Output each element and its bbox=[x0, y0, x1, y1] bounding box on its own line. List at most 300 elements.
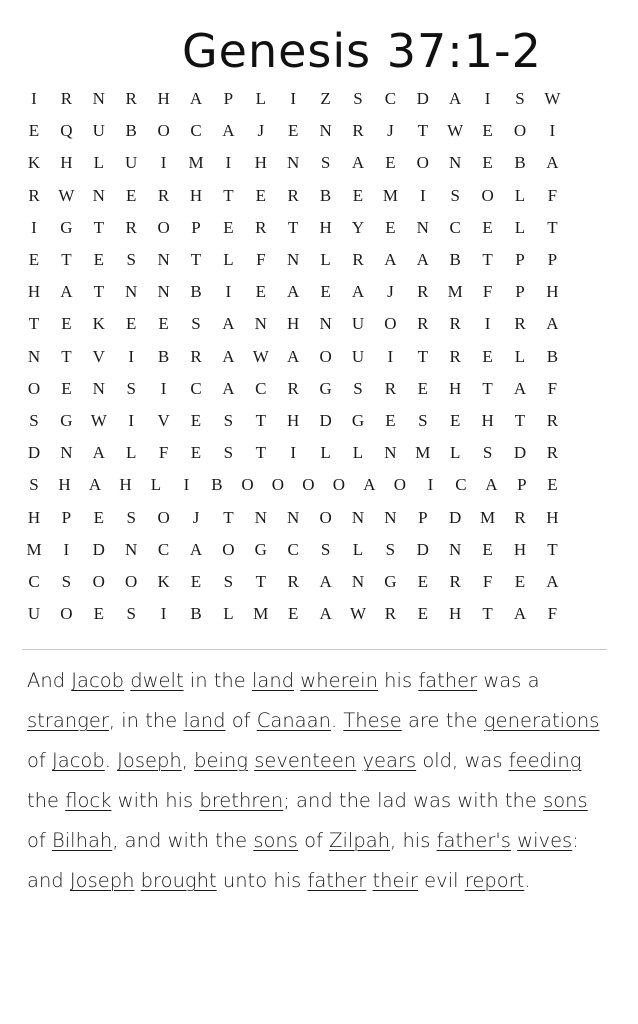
grid-letter[interactable]: T bbox=[417, 121, 428, 141]
grid-letter[interactable]: C bbox=[190, 121, 202, 141]
grid-letter[interactable]: T bbox=[482, 604, 493, 624]
grid-letter[interactable]: F bbox=[547, 604, 558, 624]
grid-letter[interactable]: T bbox=[287, 217, 299, 237]
grid-letter[interactable]: L bbox=[352, 539, 364, 559]
grid-letter[interactable]: H bbox=[481, 411, 494, 430]
grid-letter[interactable]: S bbox=[482, 443, 493, 463]
grid-letter[interactable]: Q bbox=[60, 121, 73, 141]
grid-letter[interactable]: U bbox=[125, 153, 138, 173]
grid-letter[interactable]: E bbox=[255, 185, 266, 205]
grid-letter[interactable]: I bbox=[128, 346, 135, 366]
grid-letter[interactable]: A bbox=[546, 153, 559, 173]
grid-letter[interactable]: D bbox=[416, 539, 429, 559]
grid-letter[interactable]: I bbox=[31, 217, 37, 237]
grid-letter[interactable]: A bbox=[363, 475, 376, 495]
grid-letter[interactable]: B bbox=[546, 346, 559, 366]
grid-letter[interactable]: R bbox=[546, 443, 559, 463]
grid-letter[interactable]: P bbox=[517, 475, 527, 495]
grid-letter[interactable]: C bbox=[455, 475, 467, 495]
grid-letter[interactable]: I bbox=[290, 443, 297, 463]
grid-letter[interactable]: N bbox=[416, 217, 429, 237]
grid-letter[interactable]: R bbox=[449, 314, 461, 334]
grid-letter[interactable]: S bbox=[29, 411, 39, 430]
grid-letter[interactable]: R bbox=[125, 89, 137, 108]
grid-letter[interactable]: O bbox=[319, 507, 332, 527]
grid-letter[interactable]: O bbox=[92, 572, 105, 591]
grid-letter[interactable]: D bbox=[92, 539, 105, 559]
grid-letter[interactable]: S bbox=[515, 89, 525, 108]
grid-letter[interactable]: O bbox=[393, 475, 407, 495]
grid-letter[interactable]: O bbox=[157, 507, 170, 527]
grid-letter[interactable]: H bbox=[60, 153, 73, 173]
grid-letter[interactable]: L bbox=[150, 475, 162, 495]
grid-letter[interactable]: N bbox=[351, 572, 365, 591]
grid-letter[interactable]: S bbox=[353, 89, 363, 108]
grid-letter[interactable]: T bbox=[482, 378, 493, 398]
grid-letter[interactable]: A bbox=[351, 153, 365, 173]
grid-letter[interactable]: A bbox=[189, 539, 203, 559]
grid-letter[interactable]: E bbox=[482, 121, 493, 141]
grid-letter[interactable]: S bbox=[126, 378, 136, 398]
grid-letter[interactable]: S bbox=[29, 475, 39, 495]
grid-letter[interactable]: P bbox=[515, 282, 525, 302]
grid-letter[interactable]: K bbox=[27, 153, 41, 173]
grid-letter[interactable]: N bbox=[287, 507, 300, 527]
grid-letter[interactable]: R bbox=[287, 378, 299, 398]
grid-letter[interactable]: M bbox=[188, 153, 204, 173]
grid-letter[interactable]: D bbox=[449, 507, 462, 527]
grid-letter[interactable]: T bbox=[514, 411, 526, 430]
grid-letter[interactable]: E bbox=[320, 282, 331, 302]
grid-letter[interactable]: T bbox=[61, 250, 72, 269]
grid-letter[interactable]: T bbox=[93, 282, 104, 302]
grid-letter[interactable]: W bbox=[447, 121, 464, 141]
grid-letter[interactable]: R bbox=[417, 314, 429, 334]
grid-letter[interactable]: M bbox=[26, 539, 42, 559]
grid-letter[interactable]: O bbox=[416, 153, 429, 173]
grid-letter[interactable]: O bbox=[384, 314, 397, 334]
grid-letter[interactable]: S bbox=[223, 411, 234, 430]
grid-letter[interactable]: Z bbox=[320, 89, 331, 108]
grid-letter[interactable]: A bbox=[88, 475, 102, 495]
grid-letter[interactable]: N bbox=[27, 346, 41, 366]
grid-letter[interactable]: N bbox=[319, 314, 332, 334]
grid-letter[interactable]: W bbox=[349, 604, 367, 624]
grid-letter[interactable]: F bbox=[547, 378, 558, 398]
grid-letter[interactable]: S bbox=[223, 443, 234, 463]
grid-letter[interactable]: H bbox=[449, 378, 462, 398]
grid-letter[interactable]: D bbox=[416, 89, 429, 108]
grid-letter[interactable]: O bbox=[241, 475, 254, 495]
grid-letter[interactable]: R bbox=[417, 282, 429, 302]
grid-letter[interactable]: G bbox=[254, 539, 267, 559]
grid-letter[interactable]: C bbox=[190, 378, 202, 398]
grid-letter[interactable]: S bbox=[385, 539, 396, 559]
grid-letter[interactable]: A bbox=[513, 604, 527, 624]
grid-letter[interactable]: C bbox=[384, 89, 397, 108]
grid-letter[interactable]: O bbox=[332, 475, 346, 495]
grid-letter[interactable]: E bbox=[385, 411, 396, 430]
grid-letter[interactable]: H bbox=[546, 507, 559, 527]
grid-letter[interactable]: E bbox=[125, 185, 137, 205]
grid-letter[interactable]: I bbox=[290, 89, 297, 108]
grid-letter[interactable]: T bbox=[223, 507, 234, 527]
grid-letter[interactable]: N bbox=[254, 507, 267, 527]
grid-letter[interactable]: S bbox=[418, 411, 428, 430]
grid-letter[interactable]: P bbox=[547, 250, 558, 269]
grid-letter[interactable]: E bbox=[417, 604, 428, 624]
grid-letter[interactable]: O bbox=[302, 475, 315, 495]
grid-letter[interactable]: E bbox=[190, 443, 202, 463]
grid-letter[interactable]: H bbox=[27, 507, 41, 527]
grid-letter[interactable]: O bbox=[319, 346, 332, 366]
grid-letter[interactable]: P bbox=[515, 250, 525, 269]
grid-letter[interactable]: R bbox=[514, 507, 526, 527]
grid-letter[interactable]: H bbox=[546, 282, 559, 302]
grid-letter[interactable]: I bbox=[160, 153, 167, 173]
grid-letter[interactable]: S bbox=[320, 539, 331, 559]
grid-letter[interactable]: N bbox=[92, 89, 105, 108]
grid-letter[interactable]: E bbox=[417, 572, 428, 591]
grid-letter[interactable]: E bbox=[352, 185, 364, 205]
grid-letter[interactable]: H bbox=[319, 217, 332, 237]
grid-letter[interactable]: H bbox=[27, 282, 41, 302]
grid-letter[interactable]: S bbox=[320, 153, 331, 173]
grid-letter[interactable]: T bbox=[417, 346, 428, 366]
hidden-word: wherein bbox=[300, 669, 378, 692]
grid-letter[interactable]: A bbox=[546, 314, 559, 334]
grid-letter[interactable]: N bbox=[287, 250, 300, 269]
grid-letter[interactable]: I bbox=[484, 89, 491, 108]
grid-letter[interactable]: E bbox=[190, 572, 202, 591]
grid-letter[interactable]: S bbox=[126, 604, 136, 624]
grid-letter[interactable]: A bbox=[351, 282, 365, 302]
grid-letter[interactable]: L bbox=[255, 89, 266, 108]
grid-letter[interactable]: B bbox=[211, 475, 223, 495]
grid-letter[interactable]: P bbox=[191, 217, 201, 237]
grid-letter[interactable]: C bbox=[287, 539, 299, 559]
grid-letter[interactable]: E bbox=[449, 411, 461, 430]
grid-letter[interactable]: G bbox=[351, 411, 365, 430]
grid-letter[interactable]: I bbox=[31, 89, 37, 108]
grid-letter[interactable]: I bbox=[387, 346, 394, 366]
grid-letter[interactable]: A bbox=[546, 572, 559, 591]
grid-letter[interactable]: J bbox=[387, 121, 394, 141]
grid-letter[interactable]: R bbox=[28, 185, 40, 205]
grid-letter[interactable]: R bbox=[352, 250, 364, 269]
grid-letter[interactable]: K bbox=[92, 314, 105, 334]
grid-letter[interactable]: R bbox=[157, 185, 170, 205]
grid-letter[interactable]: B bbox=[125, 121, 137, 141]
grid-letter[interactable]: N bbox=[92, 185, 105, 205]
grid-letter[interactable]: T bbox=[547, 539, 558, 559]
letter-grid[interactable] bbox=[0, 84, 638, 632]
grid-letter[interactable]: S bbox=[126, 250, 136, 269]
grid-letter[interactable]: O bbox=[125, 572, 138, 591]
grid-letter[interactable]: S bbox=[61, 572, 72, 591]
grid-letter[interactable]: L bbox=[514, 185, 526, 205]
hidden-word: flock bbox=[65, 789, 112, 812]
grid-letter[interactable]: E bbox=[482, 539, 493, 559]
grid-letter[interactable]: R bbox=[449, 346, 461, 366]
grid-letter[interactable]: W bbox=[252, 346, 269, 366]
grid-letter[interactable]: E bbox=[482, 217, 493, 237]
grid-letter[interactable]: B bbox=[514, 153, 526, 173]
grid-letter[interactable]: E bbox=[158, 314, 169, 334]
grid-letter[interactable]: T bbox=[223, 185, 234, 205]
scripture-passage bbox=[27, 661, 612, 901]
grid-letter[interactable]: E bbox=[482, 346, 493, 366]
grid-letter[interactable]: H bbox=[287, 314, 300, 334]
grid-letter[interactable]: I bbox=[183, 475, 190, 495]
grid-letter[interactable]: J bbox=[257, 121, 265, 141]
grid-letter[interactable]: E bbox=[93, 507, 104, 527]
grid-letter[interactable]: R bbox=[514, 314, 526, 334]
grid-letter[interactable]: H bbox=[58, 475, 71, 495]
grid-letter[interactable]: Y bbox=[351, 217, 365, 237]
grid-letter[interactable]: M bbox=[480, 507, 496, 527]
grid-letter[interactable]: L bbox=[125, 443, 137, 463]
hidden-word: being bbox=[194, 749, 248, 772]
grid-letter[interactable]: I bbox=[225, 282, 232, 302]
grid-letter[interactable]: T bbox=[255, 572, 266, 591]
grid-letter[interactable]: L bbox=[514, 217, 526, 237]
grid-letter[interactable]: W bbox=[90, 411, 107, 430]
grid-letter[interactable]: N bbox=[351, 507, 365, 527]
grid-letter[interactable]: P bbox=[418, 507, 428, 527]
grid-letter[interactable]: M bbox=[415, 443, 431, 463]
grid-letter[interactable]: E bbox=[514, 572, 526, 591]
grid-letter[interactable]: M bbox=[382, 185, 398, 205]
grid-letter[interactable]: T bbox=[61, 346, 72, 366]
grid-letter[interactable]: A bbox=[384, 250, 397, 269]
grid-letter[interactable]: A bbox=[222, 346, 235, 366]
grid-letter[interactable]: F bbox=[158, 443, 169, 463]
grid-letter[interactable]: E bbox=[61, 378, 72, 398]
grid-letter[interactable]: L bbox=[93, 153, 104, 173]
grid-letter[interactable]: T bbox=[255, 411, 266, 430]
grid-letter[interactable]: T bbox=[93, 217, 104, 237]
grid-letter[interactable]: G bbox=[60, 411, 73, 430]
grid-letter[interactable]: N bbox=[384, 507, 397, 527]
grid-letter[interactable]: H bbox=[513, 539, 527, 559]
grid-letter[interactable]: N bbox=[125, 539, 138, 559]
grid-letter[interactable]: E bbox=[223, 217, 234, 237]
grid-letter[interactable]: S bbox=[126, 507, 136, 527]
grid-letter[interactable]: G bbox=[319, 378, 332, 398]
grid-letter[interactable]: H bbox=[449, 604, 462, 624]
grid-letter[interactable]: M bbox=[253, 604, 269, 624]
grid-letter[interactable]: E bbox=[385, 153, 396, 173]
grid-letter[interactable]: K bbox=[157, 572, 170, 591]
grid-letter[interactable]: N bbox=[92, 378, 105, 398]
grid-letter[interactable]: R bbox=[352, 121, 364, 141]
hidden-word: Canaan bbox=[256, 709, 331, 732]
grid-letter[interactable]: N bbox=[384, 443, 397, 463]
grid-letter[interactable]: A bbox=[287, 282, 300, 302]
grid-letter[interactable]: H bbox=[119, 475, 132, 495]
grid-letter[interactable]: E bbox=[287, 121, 299, 141]
grid-letter[interactable]: W bbox=[58, 185, 75, 205]
grid-letter[interactable]: L bbox=[514, 346, 526, 366]
grid-letter[interactable]: A bbox=[92, 443, 105, 463]
grid-letter[interactable]: D bbox=[319, 411, 332, 430]
grid-letter[interactable]: O bbox=[513, 121, 527, 141]
grid-letter[interactable]: E bbox=[28, 250, 40, 269]
grid-letter[interactable]: U bbox=[351, 314, 365, 334]
grid-letter[interactable]: R bbox=[60, 89, 73, 108]
passage-text: of bbox=[225, 709, 257, 732]
grid-letter[interactable]: O bbox=[27, 378, 41, 398]
grid-letter[interactable]: I bbox=[427, 475, 434, 495]
grid-letter[interactable]: B bbox=[190, 282, 202, 302]
grid-letter[interactable]: F bbox=[482, 572, 493, 591]
grid-letter[interactable]: N bbox=[60, 443, 73, 463]
grid-letter[interactable]: E bbox=[482, 153, 493, 173]
grid-letter[interactable]: B bbox=[190, 604, 202, 624]
grid-letter[interactable]: C bbox=[28, 572, 40, 591]
grid-letter[interactable]: I bbox=[63, 539, 70, 559]
grid-letter[interactable]: N bbox=[287, 153, 300, 173]
grid-letter[interactable]: E bbox=[417, 378, 428, 398]
grid-letter[interactable]: F bbox=[547, 185, 558, 205]
grid-letter[interactable]: L bbox=[320, 443, 331, 463]
grid-letter[interactable]: R bbox=[287, 185, 299, 205]
grid-letter[interactable]: E bbox=[28, 121, 40, 141]
grid-letter[interactable]: H bbox=[189, 185, 203, 205]
grid-letter[interactable]: D bbox=[513, 443, 527, 463]
grid-letter[interactable]: B bbox=[449, 250, 461, 269]
grid-letter[interactable]: M bbox=[447, 282, 463, 302]
grid-letter[interactable]: U bbox=[92, 121, 105, 141]
grid-letter[interactable]: T bbox=[255, 443, 266, 463]
grid-letter[interactable]: F bbox=[256, 250, 266, 269]
grid-letter[interactable]: E bbox=[61, 314, 72, 334]
grid-letter[interactable]: E bbox=[93, 250, 104, 269]
grid-letter[interactable]: T bbox=[190, 250, 202, 269]
grid-letter[interactable]: R bbox=[255, 217, 267, 237]
grid-letter[interactable]: A bbox=[189, 89, 203, 108]
grid-letter[interactable]: S bbox=[223, 572, 234, 591]
grid-letter[interactable]: R bbox=[287, 572, 299, 591]
grid-letter[interactable]: N bbox=[157, 250, 170, 269]
grid-letter[interactable]: T bbox=[28, 314, 40, 334]
grid-letter[interactable]: L bbox=[449, 443, 461, 463]
grid-letter[interactable]: E bbox=[255, 282, 266, 302]
grid-letter[interactable]: G bbox=[60, 217, 73, 237]
grid-letter[interactable]: A bbox=[319, 604, 332, 624]
grid-letter[interactable]: A bbox=[222, 314, 235, 334]
grid-letter[interactable]: R bbox=[384, 378, 397, 398]
grid-letter[interactable]: L bbox=[352, 443, 364, 463]
grid-letter[interactable]: P bbox=[223, 89, 234, 108]
grid-letter[interactable]: R bbox=[190, 346, 202, 366]
passage-text: the bbox=[27, 789, 66, 812]
grid-letter[interactable]: N bbox=[254, 314, 267, 334]
grid-letter[interactable]: A bbox=[485, 475, 498, 495]
grid-letter[interactable]: S bbox=[450, 185, 460, 205]
grid-letter[interactable]: E bbox=[190, 411, 202, 430]
grid-letter[interactable]: A bbox=[60, 282, 73, 302]
grid-letter[interactable]: A bbox=[416, 250, 429, 269]
grid-letter[interactable]: N bbox=[319, 121, 332, 141]
grid-letter[interactable]: B bbox=[157, 346, 170, 366]
grid-letter[interactable]: D bbox=[27, 443, 41, 463]
grid-letter[interactable]: H bbox=[254, 153, 267, 173]
grid-letter[interactable]: I bbox=[128, 411, 135, 430]
grid-letter[interactable]: R bbox=[125, 217, 137, 237]
grid-letter[interactable]: F bbox=[482, 282, 493, 302]
grid-letter[interactable]: S bbox=[191, 314, 201, 334]
grid-letter[interactable]: S bbox=[353, 378, 363, 398]
grid-letter[interactable]: N bbox=[449, 153, 462, 173]
grid-letter[interactable]: B bbox=[319, 185, 332, 205]
passage-text: in the bbox=[183, 669, 252, 692]
grid-letter[interactable]: N bbox=[125, 282, 138, 302]
grid-letter[interactable]: A bbox=[449, 89, 462, 108]
grid-letter[interactable]: I bbox=[160, 604, 167, 624]
grid-letter[interactable]: I bbox=[484, 314, 491, 334]
grid-letter[interactable]: C bbox=[157, 539, 170, 559]
grid-letter[interactable]: O bbox=[157, 217, 170, 237]
grid-letter[interactable]: E bbox=[93, 604, 104, 624]
grid-letter[interactable]: L bbox=[223, 604, 234, 624]
grid-letter[interactable]: A bbox=[222, 121, 235, 141]
grid-letter[interactable]: A bbox=[319, 572, 332, 591]
grid-letter[interactable]: E bbox=[125, 314, 137, 334]
grid-letter[interactable]: A bbox=[287, 346, 300, 366]
grid-letter[interactable]: T bbox=[482, 250, 493, 269]
grid-letter[interactable]: I bbox=[225, 153, 232, 173]
grid-letter[interactable]: U bbox=[351, 346, 365, 366]
grid-letter[interactable]: R bbox=[384, 604, 397, 624]
grid-letter[interactable]: A bbox=[513, 378, 527, 398]
grid-letter[interactable]: R bbox=[546, 411, 559, 430]
grid-letter[interactable]: E bbox=[287, 604, 299, 624]
grid-letter[interactable]: I bbox=[419, 185, 426, 205]
grid-letter[interactable]: H bbox=[287, 411, 300, 430]
grid-letter[interactable]: J bbox=[192, 507, 200, 527]
hidden-word: wives bbox=[517, 829, 573, 852]
grid-letter[interactable]: O bbox=[222, 539, 235, 559]
grid-letter[interactable]: G bbox=[384, 572, 397, 591]
grid-letter[interactable]: N bbox=[449, 539, 462, 559]
grid-letter[interactable]: O bbox=[271, 475, 285, 495]
grid-letter[interactable]: L bbox=[320, 250, 331, 269]
grid-letter[interactable]: I bbox=[160, 378, 167, 398]
grid-letter[interactable]: P bbox=[61, 507, 72, 527]
grid-letter[interactable]: C bbox=[255, 378, 267, 398]
grid-letter[interactable]: A bbox=[222, 378, 235, 398]
grid-letter[interactable]: W bbox=[544, 89, 561, 108]
grid-letter[interactable]: I bbox=[549, 121, 556, 141]
grid-letter[interactable]: U bbox=[27, 604, 41, 624]
grid-letter[interactable]: V bbox=[92, 346, 105, 366]
grid-letter[interactable]: R bbox=[449, 572, 461, 591]
grid-letter[interactable]: E bbox=[547, 475, 558, 495]
grid-letter[interactable]: O bbox=[481, 185, 494, 205]
grid-letter[interactable]: E bbox=[385, 217, 396, 237]
grid-letter[interactable]: O bbox=[60, 604, 73, 624]
grid-letter[interactable]: T bbox=[547, 217, 558, 237]
grid-letter[interactable]: H bbox=[157, 89, 170, 108]
grid-letter[interactable]: N bbox=[157, 282, 170, 302]
grid-letter[interactable]: V bbox=[157, 411, 170, 430]
grid-letter[interactable]: O bbox=[157, 121, 170, 141]
grid-letter[interactable]: J bbox=[387, 282, 394, 302]
grid-letter[interactable]: L bbox=[223, 250, 234, 269]
grid-letter[interactable]: C bbox=[449, 217, 461, 237]
